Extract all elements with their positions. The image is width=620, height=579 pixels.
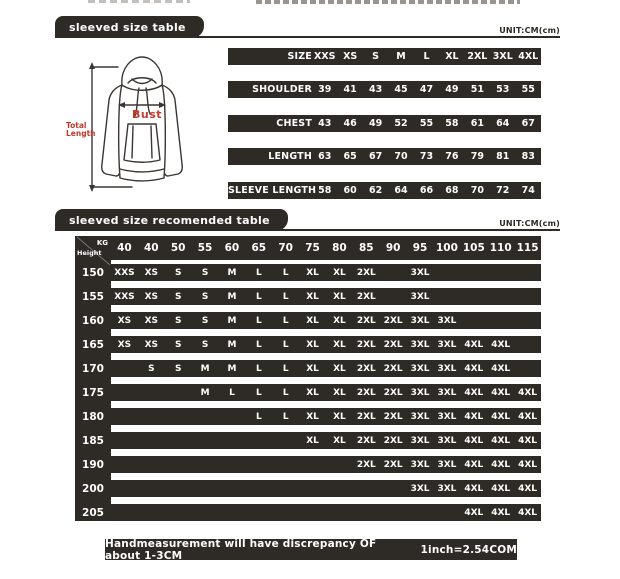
measure-row-sleeve-length [228,182,541,199]
weight-header-cell: 75 [305,242,320,254]
measure-value: XS [343,51,358,62]
size-cell: XL [306,291,319,302]
size-cell: M [227,339,237,350]
measure-row-shoulder [228,81,541,98]
size-cell: L [255,291,262,302]
section-title-tab: sleeved size recomended table [55,209,288,231]
size-cell: 4XL [491,411,511,422]
measure-value: 53 [496,84,510,95]
measure-value: 63 [318,151,332,162]
size-cell: S [174,291,182,302]
size-cell: XXS [114,291,135,302]
measure-row-chest [228,115,541,132]
size-cell: 2XL [356,339,376,350]
size-cell: XL [333,267,346,278]
size-cell: 3XL [437,483,457,494]
size-cell: 4XL [464,363,484,374]
height-label: 175 [82,386,104,399]
size-cell: M [227,267,237,278]
size-cell: 2XL [383,459,403,470]
size-cell: 3XL [410,315,430,326]
measure-value: 55 [419,118,434,129]
size-cell: 4XL [464,339,484,350]
measure-value: 67 [368,151,383,162]
size-cell: L [282,267,289,278]
recommend-row-205 [111,504,541,521]
weight-header-cell: 105 [462,242,485,254]
measure-value: 46 [343,118,357,129]
size-cell: 4XL [464,411,484,422]
size-cell: 3XL [437,315,457,326]
size-cell: 2XL [356,435,376,446]
size-cell: XL [306,363,319,374]
measure-value: 65 [343,151,357,162]
size-cell: 4XL [518,411,538,422]
unit-label: UNIT:CM(cm) [499,219,560,228]
size-cell: L [282,411,289,422]
corner-kg-label: KG [96,239,108,247]
footer-conversion-text: 1inch=2.54COM [420,543,517,556]
measure-value: 52 [394,118,408,129]
measure-value: 70 [470,185,484,196]
measure-value: 74 [521,185,535,196]
size-cell: 2XL [383,315,403,326]
size-cell: 4XL [518,435,538,446]
measure-value: 41 [343,84,357,95]
size-cell: 4XL [464,435,484,446]
size-cell: 3XL [437,387,457,398]
size-cell: XL [306,339,319,350]
size-cell: 4XL [491,339,511,350]
size-cell: 2XL [356,459,376,470]
section-header-size-table [55,16,560,38]
height-label: 200 [82,482,104,495]
size-cell: L [255,363,262,374]
size-cell: 4XL [518,507,538,518]
measure-row-size [228,48,541,65]
size-cell: XL [333,363,346,374]
size-cell: 4XL [464,387,484,398]
size-cell: M [200,363,210,374]
recommend-row-155 [111,288,541,305]
size-cell: 4XL [518,483,538,494]
size-cell: L [255,315,262,326]
section-header-recommend-table [55,209,560,231]
size-cell: 4XL [464,459,484,470]
size-cell: 3XL [410,483,430,494]
measure-row-length [228,148,541,165]
measure-value: 55 [521,84,535,95]
size-cell: XS [144,339,159,350]
size-cell: 4XL [491,363,511,374]
size-cell: M [227,315,237,326]
size-cell: 3XL [410,363,430,374]
recommend-row-150 [111,264,541,281]
size-cell: 2XL [356,291,376,302]
recommend-table [75,236,541,522]
height-label: 170 [82,362,104,375]
size-cell: M [227,363,237,374]
size-cell: 3XL [410,411,430,422]
row-label: SLEEVE LENGTH [228,185,317,196]
recommend-row-185 [111,432,541,449]
size-cell: 2XL [383,435,403,446]
measure-value: 64 [496,118,510,129]
recommend-row-190 [111,456,541,473]
size-cell: L [229,387,235,398]
cropped-text-fragment [256,0,520,4]
size-cell: 2XL [383,339,403,350]
measure-value: 49 [368,118,383,129]
size-cell: L [255,339,262,350]
measure-value: 66 [419,185,434,196]
weight-header-cell: 60 [224,242,240,254]
row-values [312,84,541,95]
height-label: 165 [82,338,104,351]
size-cell: L [255,411,262,422]
size-cell: XS [117,315,132,326]
size-cell: S [201,291,209,302]
size-cell: 2XL [356,411,376,422]
weight-header-cell: 95 [412,242,428,254]
weight-header-cell: 70 [278,242,293,254]
measure-value: L [423,51,430,62]
height-label: 160 [82,314,104,327]
size-cell: XS [144,267,159,278]
weight-header-cell: 110 [489,242,512,254]
size-cell: L [255,267,262,278]
measure-value: 72 [496,185,510,196]
size-cell: L [282,291,289,302]
row-values [312,151,541,162]
size-cell: 2XL [356,267,376,278]
size-cell: XS [144,315,159,326]
size-cell: XL [306,411,319,422]
size-cell: 3XL [437,339,457,350]
measure-value: 43 [318,118,332,129]
weight-header-cell: 85 [359,242,374,254]
measure-value: 45 [394,84,408,95]
size-cell: XL [306,267,319,278]
measure-value: 76 [445,151,459,162]
weight-header-cell: 100 [435,242,458,254]
size-cell: 4XL [491,459,511,470]
weight-header-cell: 80 [332,242,347,254]
size-cell: 2XL [356,387,376,398]
size-cell: XL [306,315,319,326]
size-cell: 4XL [491,387,511,398]
measure-value: 73 [419,151,434,162]
size-cell: 3XL [437,411,457,422]
measure-value: 70 [394,151,408,162]
measure-value: 58 [445,118,459,129]
recommend-row-165 [111,336,541,353]
size-cell: 2XL [356,315,376,326]
height-label: 150 [82,266,104,279]
size-cell: 3XL [410,291,430,302]
recommend-row-180 [111,408,541,425]
measure-value: 2XL [467,51,488,62]
size-cell: L [255,387,262,398]
size-cell: 3XL [410,459,430,470]
measure-value: 49 [445,84,459,95]
size-cell: XL [306,387,319,398]
size-cell: S [201,339,209,350]
measure-value: M [396,51,406,62]
size-cell: 3XL [410,435,430,446]
size-cell: 2XL [383,411,403,422]
recommend-row-160 [111,312,541,329]
size-cell: XS [117,339,132,350]
size-cell: 3XL [410,339,430,350]
corner-height-label: Height [77,249,102,257]
section-title-tab: sleeved size table [55,16,204,38]
cropped-text-fragment [88,0,190,3]
size-cell: 4XL [491,483,511,494]
weight-header-cell: 50 [170,242,186,254]
size-cell: 3XL [437,363,457,374]
size-cell: 2XL [383,387,403,398]
measure-value: 58 [318,185,332,196]
row-label: SIZE [287,51,312,62]
size-cell: 4XL [518,459,538,470]
weight-header-cells [111,236,541,260]
size-cell: XL [333,315,346,326]
weight-header-cell: 40 [144,242,159,254]
recommend-row-200 [111,480,541,497]
measure-value: 47 [419,84,434,95]
size-cell: 2XL [356,363,376,374]
height-label: 205 [82,506,104,519]
measure-value: 43 [368,84,383,95]
height-label: 180 [82,410,104,423]
measure-value: XXS [313,51,336,62]
size-cell: XL [333,291,346,302]
weight-header-cell: 55 [197,242,213,254]
measure-value: 68 [445,185,459,196]
size-cell: XL [333,339,346,350]
size-cell: S [174,363,182,374]
height-label: 155 [82,290,104,303]
measure-value: 62 [368,185,383,196]
size-cell: S [201,315,209,326]
size-cell: 4XL [464,507,484,518]
weight-header-cell: 65 [251,242,267,254]
size-cell: 4XL [491,507,511,518]
size-cell: 4XL [464,483,484,494]
measure-value: 61 [470,118,484,129]
size-cell: 3XL [437,459,457,470]
size-cell: 2XL [383,363,403,374]
row-label: SHOULDER [252,84,312,95]
size-cell: M [200,387,210,398]
size-cell: S [174,315,182,326]
recommend-row-170 [111,360,541,377]
measure-value: 60 [343,185,357,196]
size-cell: M [227,291,237,302]
size-cell: S [201,267,209,278]
size-cell: S [174,339,182,350]
size-cell: L [282,363,289,374]
row-values [312,51,541,62]
footer-note-text: Handmeasurement will have discrepancy OF about 1-3CM [105,537,377,562]
size-cell: 4XL [491,435,511,446]
size-cell: L [282,315,289,326]
size-cell: XL [333,387,346,398]
size-cell: 3XL [437,435,457,446]
size-cell: 3XL [410,267,430,278]
size-cell: XL [333,411,346,422]
measure-value: 4XL [518,51,539,62]
measure-value: 67 [521,118,535,129]
measure-value: 39 [318,84,332,95]
size-cell: S [148,363,155,374]
bust-label: Bust [132,108,163,121]
weight-header-cell: 40 [117,242,132,254]
weight-header-cell: 115 [516,242,539,254]
size-cell: L [282,339,289,350]
pocket-outline [124,124,160,162]
measure-value: 81 [496,151,510,162]
hood-outline [122,57,162,91]
row-label: CHEST [276,118,312,129]
size-cell: 4XL [518,387,538,398]
footer-note-bar [105,539,517,560]
size-cell: L [282,387,289,398]
recommend-row-175 [111,384,541,401]
size-cell: S [174,267,182,278]
measure-value: 79 [470,151,484,162]
row-values [312,118,541,129]
size-cell: 3XL [410,387,430,398]
size-cell: XXS [114,267,135,278]
measure-value: S [372,51,380,62]
measure-value: 51 [470,84,484,95]
size-cell: XS [144,291,159,302]
row-values [312,185,541,196]
measure-value: 83 [521,151,535,162]
height-column [75,236,111,521]
measure-value: 3XL [492,51,513,62]
height-label: 185 [82,434,104,447]
row-label: LENGTH [268,151,312,162]
measure-value: XL [445,51,459,62]
unit-label: UNIT:CM(cm) [499,26,560,35]
weight-header-cell: 90 [385,242,401,254]
measure-value: 64 [394,185,408,196]
height-label: 190 [82,458,104,471]
size-cell: XL [333,435,346,446]
total-length-label: Total Length [66,121,96,139]
size-cell: XL [306,435,319,446]
